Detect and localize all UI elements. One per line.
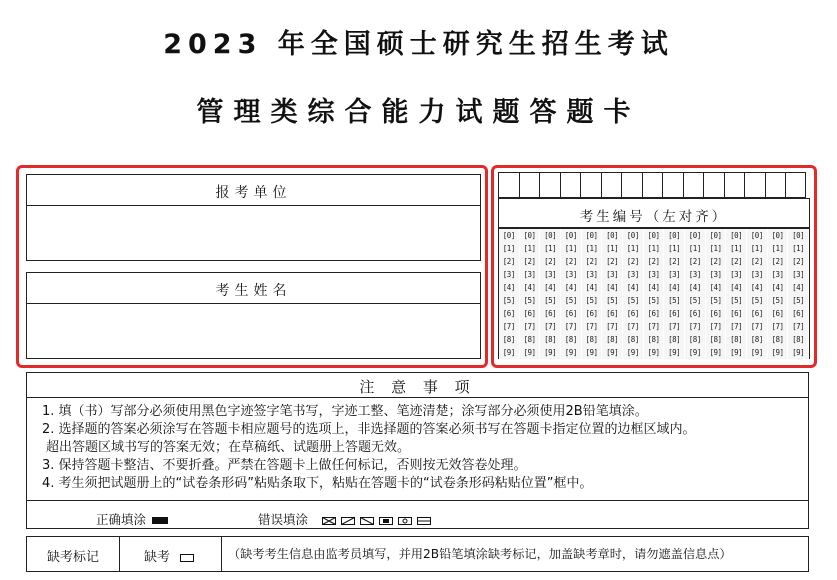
exam-digit-bubble[interactable]: [9] (664, 346, 685, 359)
exam-digit-bubble[interactable]: [4] (664, 281, 685, 294)
exam-digit-bubble[interactable]: [3] (706, 268, 727, 281)
exam-digit-bubble[interactable]: [9] (540, 346, 561, 359)
name-label: 考生姓名 (215, 283, 292, 299)
exam-digit-bubble[interactable]: [8] (685, 333, 706, 346)
exam-digit-bubble[interactable]: [3] (747, 268, 768, 281)
exam-digit-bubble[interactable]: [3] (685, 268, 706, 281)
exam-digit-bubble[interactable]: [4] (602, 281, 623, 294)
exam-digit-bubble[interactable]: [9] (602, 346, 623, 359)
exam-digit-bubble[interactable]: [2] (561, 255, 582, 268)
unit-field[interactable] (26, 205, 481, 261)
exam-digit-bubble[interactable]: [2] (664, 255, 685, 268)
exam-digit-bubble[interactable]: [4] (685, 281, 706, 294)
exam-digit-bubble[interactable]: [5] (644, 294, 665, 307)
exam-digit-bubble[interactable]: [5] (747, 294, 768, 307)
exam-digit-bubble[interactable]: [3] (540, 268, 561, 281)
exam-digit-bubble[interactable]: [2] (582, 255, 603, 268)
exam-digit-bubble[interactable]: [9] (644, 346, 665, 359)
exam-digit-bubble[interactable]: [1] (644, 242, 665, 255)
note-item: 4. 考生须把试题册上的“试卷条形码”粘贴条取下，粘贴在答题卡的“试卷条形码粘贴位置”框中。 (42, 476, 593, 491)
exam-digit-bubble[interactable]: [1] (706, 242, 727, 255)
exam-digit-bubble[interactable]: [9] (788, 346, 809, 359)
absence-checkbox-cell[interactable] (119, 536, 222, 572)
correct-fill-label: 正确填涂 (96, 512, 147, 527)
exam-digit-bubble[interactable]: [0] (623, 229, 644, 242)
exam-digit-bubble[interactable]: [4] (644, 281, 665, 294)
exam-digit-bubble[interactable]: [0] (644, 229, 665, 242)
exam-digit-bubble[interactable]: [2] (706, 255, 727, 268)
exam-digit-bubble[interactable]: [3] (582, 268, 603, 281)
exam-digit-bubble[interactable]: [1] (747, 242, 768, 255)
exam-digit-bubble[interactable]: [8] (664, 333, 685, 346)
exam-digit-bubble[interactable]: [8] (499, 333, 520, 346)
exam-digit-bubble[interactable]: [7] (499, 320, 520, 333)
exam-digit-box[interactable] (785, 172, 806, 198)
exam-digit-bubble[interactable]: [6] (623, 307, 644, 320)
exam-digit-bubble[interactable]: [9] (499, 346, 520, 359)
exam-digit-bubble[interactable]: [7] (582, 320, 603, 333)
exam-digit-bubble[interactable]: [3] (561, 268, 582, 281)
card-title-line1: 2023 年全国硕士研究生招生考试 (163, 29, 674, 60)
exam-digit-box[interactable] (580, 172, 601, 198)
exam-digit-bubble[interactable]: [1] (499, 242, 520, 255)
exam-digit-bubble[interactable]: [6] (664, 307, 685, 320)
exam-digit-bubble[interactable]: [1] (520, 242, 541, 255)
exam-digit-bubble[interactable]: [3] (768, 268, 789, 281)
exam-digit-box[interactable] (724, 172, 745, 198)
name-field[interactable] (26, 303, 481, 359)
exam-digit-bubble[interactable]: [1] (623, 242, 644, 255)
exam-digit-bubble[interactable]: [9] (685, 346, 706, 359)
absence-instructions: （缺考考生信息由监考员填写，并用2B铅笔填涂缺考标记，加盖缺考章时，请勿遮盖信息点） (228, 547, 732, 561)
exam-digit-bubble[interactable]: [0] (540, 229, 561, 242)
exam-digit-bubble[interactable]: [8] (602, 333, 623, 346)
exam-digit-box[interactable] (560, 172, 581, 198)
exam-digit-bubble[interactable]: [6] (768, 307, 789, 320)
exam-digit-bubble[interactable]: [0] (602, 229, 623, 242)
correct-fill-mark-icon (152, 517, 168, 524)
exam-digit-bubble[interactable]: [9] (520, 346, 541, 359)
exam-digit-bubble[interactable]: [7] (788, 320, 809, 333)
exam-digit-bubble[interactable]: [0] (768, 229, 789, 242)
exam-digit-bubble[interactable]: [3] (788, 268, 809, 281)
exam-digit-box[interactable] (683, 172, 704, 198)
exam-digit-bubble[interactable]: [2] (499, 255, 520, 268)
note-item-continued: 超出答题区域书写的答案无效；在草稿纸、试题册上答题无效。 (46, 440, 411, 455)
exam-digit-bubble[interactable]: [2] (644, 255, 665, 268)
exam-digit-bubble[interactable]: [4] (561, 281, 582, 294)
exam-digit-bubble[interactable]: [4] (747, 281, 768, 294)
exam-digit-bubble[interactable]: [5] (582, 294, 603, 307)
exam-digit-bubble[interactable]: [5] (623, 294, 644, 307)
exam-digit-bubble[interactable]: [9] (768, 346, 789, 359)
exam-digit-bubble[interactable]: [0] (685, 229, 706, 242)
exam-digit-bubble[interactable]: [8] (561, 333, 582, 346)
exam-digit-bubble[interactable]: [7] (540, 320, 561, 333)
exam-digit-bubble[interactable]: [5] (685, 294, 706, 307)
exam-digit-bubble[interactable]: [5] (602, 294, 623, 307)
exam-digit-box[interactable] (539, 172, 560, 198)
exam-digit-bubble[interactable]: [1] (561, 242, 582, 255)
exam-digit-bubble[interactable]: [6] (706, 307, 727, 320)
exam-digit-bubble[interactable]: [4] (540, 281, 561, 294)
exam-digit-bubble[interactable]: [2] (685, 255, 706, 268)
absence-label: 缺考标记 (46, 550, 99, 565)
exam-digit-bubble[interactable]: [6] (788, 307, 809, 320)
exam-digit-bubble[interactable]: [4] (499, 281, 520, 294)
exam-digit-bubble[interactable]: [7] (706, 320, 727, 333)
exam-digit-bubble[interactable]: [1] (726, 242, 747, 255)
exam-digit-bubble[interactable]: [5] (788, 294, 809, 307)
exam-digit-bubble[interactable]: [4] (726, 281, 747, 294)
note-item: 1. 填（书）写部分必须使用黑色字迹签字笔书写，字迹工整、笔迹清楚；涂写部分必须使用2B铅笔填涂。 (42, 404, 648, 419)
exam-digit-bubble[interactable]: [0] (561, 229, 582, 242)
exam-digit-bubble[interactable]: [5] (664, 294, 685, 307)
exam-digit-box[interactable] (662, 172, 683, 198)
exam-digit-bubble[interactable]: [4] (582, 281, 603, 294)
exam-digit-bubble[interactable]: [9] (747, 346, 768, 359)
exam-digit-bubble[interactable]: [4] (623, 281, 644, 294)
exam-digit-bubble[interactable]: [0] (788, 229, 809, 242)
exam-digit-bubble[interactable]: [8] (520, 333, 541, 346)
exam-digit-bubble[interactable]: [1] (664, 242, 685, 255)
exam-digit-bubble[interactable]: [2] (726, 255, 747, 268)
exam-digit-bubble[interactable]: [1] (768, 242, 789, 255)
unit-label-cell (26, 174, 481, 206)
note-item: 3. 保持答题卡整洁、不要折叠。严禁在答题卡上做任何标记，否则按无效答卷处理。 (42, 458, 527, 473)
exam-digit-bubble[interactable]: [7] (664, 320, 685, 333)
exam-digit-bubble[interactable]: [8] (540, 333, 561, 346)
exam-digit-bubble[interactable]: [7] (520, 320, 541, 333)
exam-digit-bubble[interactable]: [4] (768, 281, 789, 294)
exam-digit-bubble[interactable]: [7] (602, 320, 623, 333)
exam-digit-bubble[interactable]: [1] (602, 242, 623, 255)
exam-digit-bubble[interactable]: [3] (664, 268, 685, 281)
notes-title: 注 意 事 项 (359, 378, 476, 396)
exam-number-label: 考生编号（左对齐） (579, 209, 729, 225)
exam-digit-bubble[interactable]: [5] (520, 294, 541, 307)
exam-digit-bubble[interactable]: [6] (644, 307, 665, 320)
exam-digit-bubble[interactable]: [8] (706, 333, 727, 346)
exam-digit-bubble[interactable]: [6] (602, 307, 623, 320)
exam-digit-bubble[interactable]: [8] (726, 333, 747, 346)
correct-fill-example (96, 510, 168, 528)
card-title-line2: 管理类综合能力试题答题卡 (196, 97, 641, 128)
exam-digit-box[interactable] (621, 172, 642, 198)
exam-digit-bubble[interactable]: [5] (561, 294, 582, 307)
note-item: 2. 选择题的答案必须涂写在答题卡相应题号的选项上，非选择题的答案必须书写在答题卡指定位置的边框区域内。 (42, 422, 696, 437)
exam-digit-bubble[interactable]: [2] (623, 255, 644, 268)
exam-digit-bubble[interactable]: [6] (520, 307, 541, 320)
exam-digit-bubble[interactable]: [6] (499, 307, 520, 320)
exam-digit-bubble[interactable]: [0] (664, 229, 685, 242)
exam-digit-bubble[interactable]: [8] (768, 333, 789, 346)
wrong-fill-label: 错误填涂 (258, 512, 309, 527)
exam-digit-bubble[interactable]: [5] (768, 294, 789, 307)
exam-digit-bubble[interactable]: [1] (582, 242, 603, 255)
exam-digit-bubble[interactable]: [6] (582, 307, 603, 320)
exam-number-digit-boxes[interactable] (498, 172, 806, 198)
exam-digit-bubble[interactable]: [9] (726, 346, 747, 359)
wrong-fill-marks-icon (322, 516, 442, 526)
exam-digit-bubble[interactable]: [3] (499, 268, 520, 281)
exam-digit-bubble[interactable]: [0] (582, 229, 603, 242)
exam-digit-bubble[interactable]: [2] (602, 255, 623, 268)
exam-digit-box[interactable] (703, 172, 724, 198)
exam-digit-bubble[interactable]: [2] (747, 255, 768, 268)
exam-digit-bubble[interactable]: [7] (561, 320, 582, 333)
exam-digit-bubble[interactable]: [3] (520, 268, 541, 281)
exam-digit-bubble[interactable]: [6] (726, 307, 747, 320)
exam-digit-bubble[interactable]: [6] (540, 307, 561, 320)
exam-digit-box[interactable] (744, 172, 765, 198)
exam-digit-bubble[interactable]: [1] (788, 242, 809, 255)
wrong-fill-example (258, 510, 442, 528)
exam-digit-bubble[interactable]: [0] (706, 229, 727, 242)
exam-number-label-cell (498, 198, 810, 228)
exam-digit-bubble[interactable]: [7] (747, 320, 768, 333)
exam-digit-bubble[interactable]: [8] (644, 333, 665, 346)
exam-digit-bubble[interactable]: [2] (768, 255, 789, 268)
exam-digit-bubble[interactable]: [2] (540, 255, 561, 268)
exam-digit-bubble[interactable]: [8] (788, 333, 809, 346)
exam-digit-bubble[interactable]: [6] (561, 307, 582, 320)
notes-title-cell (26, 372, 809, 398)
exam-digit-bubble[interactable]: [9] (623, 346, 644, 359)
absence-checkbox-box-icon[interactable] (180, 554, 194, 562)
exam-digit-bubble[interactable]: [7] (685, 320, 706, 333)
exam-digit-bubble[interactable]: [7] (644, 320, 665, 333)
exam-digit-bubble[interactable]: [8] (582, 333, 603, 346)
exam-digit-bubble[interactable]: [8] (747, 333, 768, 346)
exam-digit-bubble[interactable]: [5] (499, 294, 520, 307)
exam-digit-bubble[interactable]: [2] (788, 255, 809, 268)
exam-digit-bubble[interactable]: [6] (747, 307, 768, 320)
exam-digit-bubble[interactable]: [0] (499, 229, 520, 242)
exam-digit-bubble[interactable]: [4] (520, 281, 541, 294)
exam-digit-bubble[interactable]: [4] (788, 281, 809, 294)
exam-digit-box[interactable] (519, 172, 540, 198)
notes-list (42, 403, 807, 493)
exam-digit-box[interactable] (642, 172, 663, 198)
exam-digit-bubble[interactable]: [3] (623, 268, 644, 281)
exam-digit-bubble[interactable]: [8] (623, 333, 644, 346)
exam-digit-bubble[interactable]: [9] (582, 346, 603, 359)
exam-digit-bubble[interactable]: [1] (540, 242, 561, 255)
exam-digit-bubble[interactable]: [0] (747, 229, 768, 242)
exam-digit-box[interactable] (498, 172, 519, 198)
exam-digit-bubble[interactable]: [5] (706, 294, 727, 307)
exam-digit-box[interactable] (765, 172, 786, 198)
exam-digit-bubble[interactable]: [4] (706, 281, 727, 294)
exam-digit-bubble[interactable]: [1] (685, 242, 706, 255)
notes-divider (26, 500, 809, 501)
exam-digit-bubble[interactable]: [3] (602, 268, 623, 281)
exam-digit-bubble[interactable]: [2] (520, 255, 541, 268)
absence-checkbox[interactable] (144, 546, 194, 565)
exam-digit-bubble[interactable]: [9] (561, 346, 582, 359)
exam-digit-bubble[interactable]: [5] (726, 294, 747, 307)
absence-checkbox-label: 缺考 (144, 550, 171, 565)
exam-number-bubble-grid[interactable] (498, 228, 810, 359)
exam-digit-bubble[interactable]: [0] (520, 229, 541, 242)
exam-digit-bubble[interactable]: [3] (644, 268, 665, 281)
absence-label-cell (26, 536, 120, 572)
exam-digit-bubble[interactable]: [5] (540, 294, 561, 307)
exam-digit-bubble[interactable]: [7] (726, 320, 747, 333)
exam-digit-bubble[interactable]: [7] (768, 320, 789, 333)
exam-digit-box[interactable] (601, 172, 622, 198)
name-label-cell (26, 272, 481, 304)
exam-digit-bubble[interactable]: [7] (623, 320, 644, 333)
exam-digit-bubble[interactable]: [9] (706, 346, 727, 359)
exam-digit-bubble[interactable]: [3] (726, 268, 747, 281)
unit-label: 报考单位 (215, 185, 292, 201)
exam-digit-bubble[interactable]: [0] (726, 229, 747, 242)
exam-digit-bubble[interactable]: [6] (685, 307, 706, 320)
